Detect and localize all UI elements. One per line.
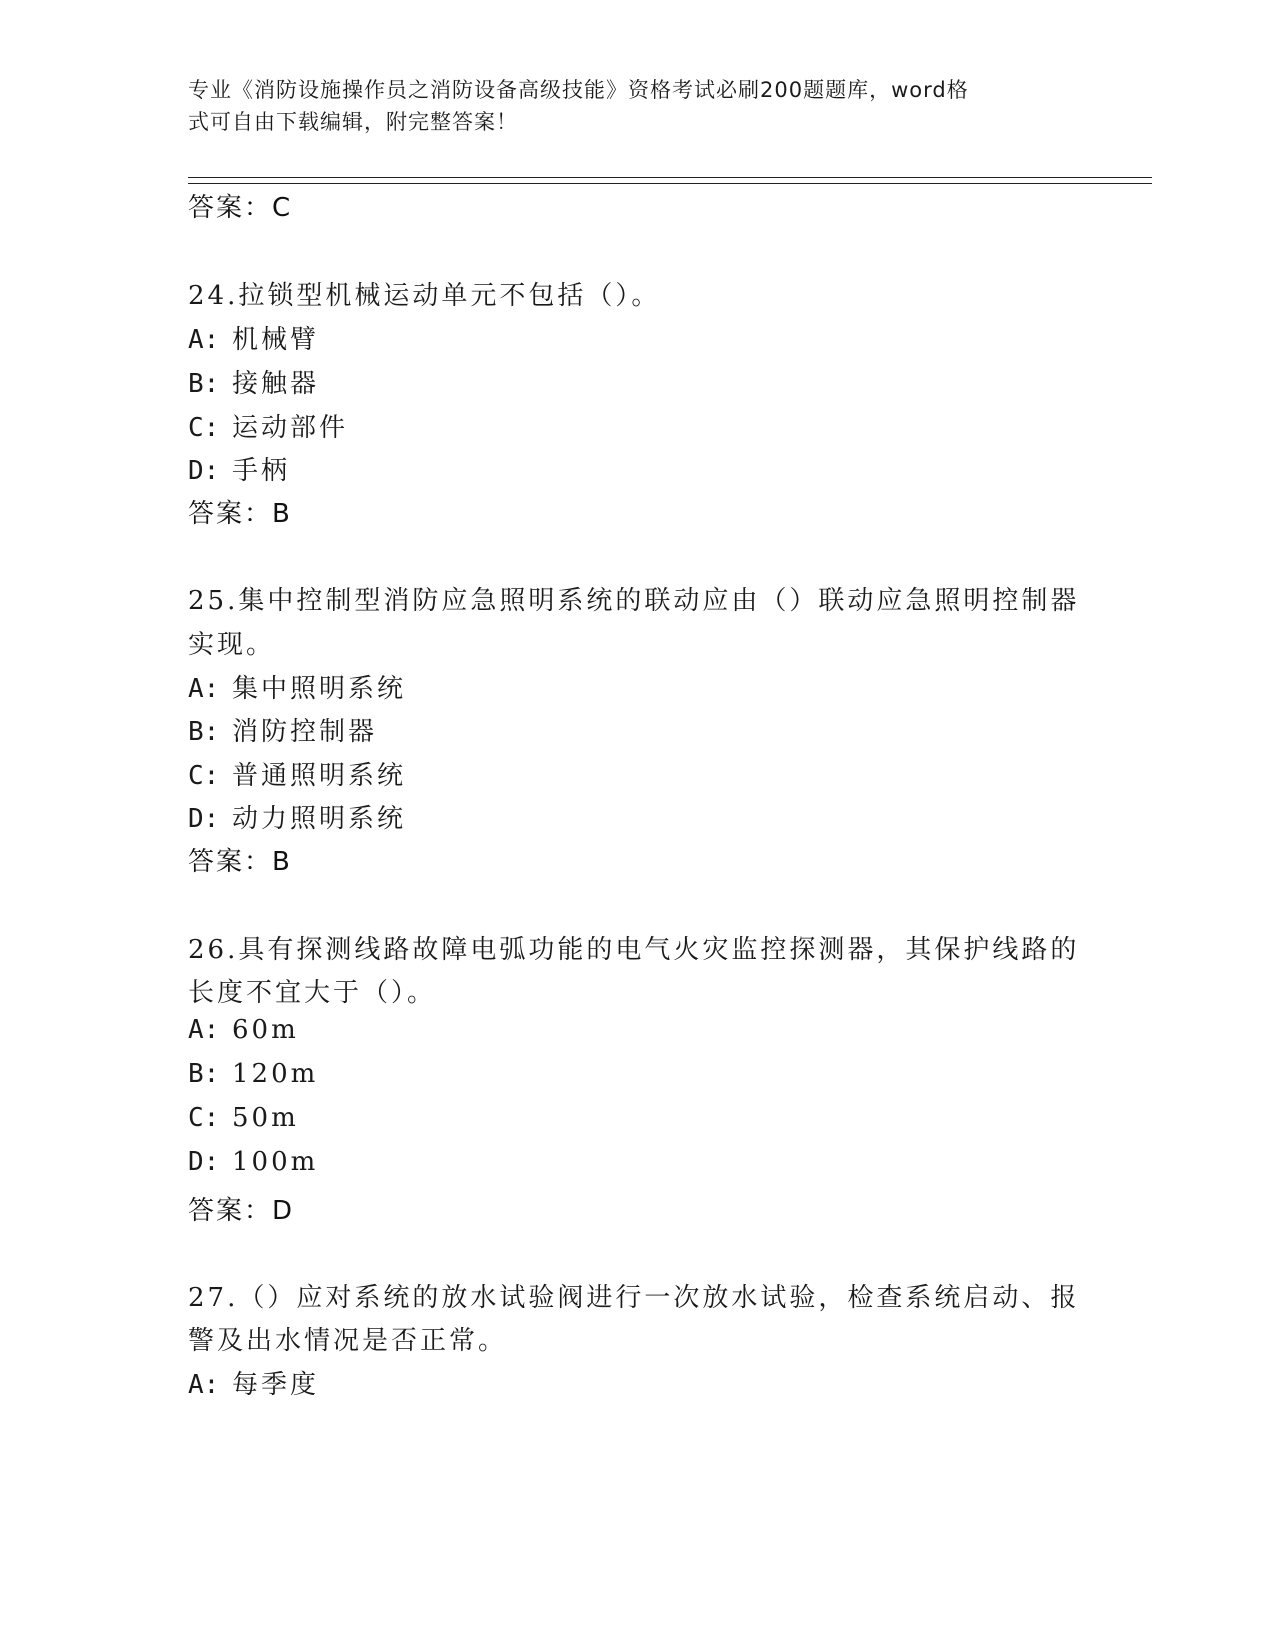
question-26-stem-line-1: 26.具有探测线路故障电弧功能的电气火灾监控探测器，其保护线路的: [188, 935, 1080, 965]
option-text: 运动部件: [232, 413, 349, 443]
question-24-option-b: [188, 363, 319, 400]
option-key: D:: [188, 1147, 220, 1177]
option-text: 60m: [232, 1015, 299, 1045]
header-divider-bottom: [188, 183, 1152, 184]
question-25-option-d: [188, 798, 406, 835]
option-text: 手柄: [232, 456, 291, 486]
question-26-option-c: [188, 1103, 299, 1133]
question-24-stem: 24.拉锁型机械运动单元不包括（）。: [188, 281, 661, 311]
option-text: 普通照明系统: [232, 761, 407, 791]
question-25-option-b: [188, 711, 377, 748]
option-key: A:: [188, 325, 220, 355]
option-text: 机械臂: [232, 325, 320, 355]
option-text: 消防控制器: [232, 717, 378, 747]
question-24-option-a: [188, 319, 319, 356]
header-divider-top: [188, 177, 1152, 178]
option-text: 每季度: [232, 1370, 320, 1400]
header-line-1: 专业《消防设施操作员之消防设备高级技能》资格考试必刷200题题库，word格: [188, 78, 969, 102]
question-24-answer: 答案：B: [188, 499, 292, 529]
option-text: 100m: [232, 1147, 319, 1177]
question-26-stem-line-2: 长度不宜大于（）。: [188, 978, 437, 1008]
question-27-option-a: [188, 1364, 319, 1401]
option-key: A:: [188, 1370, 220, 1400]
question-27-stem-line-2: 警及出水情况是否正常。: [188, 1326, 508, 1356]
answer-previous: 答案：C: [188, 193, 293, 223]
option-key: C:: [188, 761, 220, 791]
option-text: 120m: [232, 1059, 319, 1089]
question-26-option-d: [188, 1147, 318, 1177]
question-25-answer: 答案：B: [188, 847, 292, 877]
option-key: C:: [188, 413, 220, 443]
option-text: 接触器: [232, 369, 320, 399]
option-key: C:: [188, 1103, 220, 1133]
option-text: 集中照明系统: [232, 674, 407, 704]
question-25-stem-line-1: 25.集中控制型消防应急照明系统的联动应由（）联动应急照明控制器: [188, 586, 1080, 616]
option-key: A:: [188, 674, 220, 704]
option-key: B:: [188, 369, 220, 399]
option-key: A:: [188, 1015, 220, 1045]
document-header: [188, 74, 1068, 138]
question-27-stem-line-1: 27.（）应对系统的放水试验阀进行一次放水试验，检查系统启动、报: [188, 1283, 1080, 1313]
question-26-answer: 答案：D: [188, 1196, 295, 1226]
header-line-2: 式可自由下载编辑，附完整答案！: [188, 110, 518, 134]
option-text: 50m: [232, 1103, 299, 1133]
option-key: D:: [188, 804, 220, 834]
option-key: B:: [188, 1059, 220, 1089]
option-text: 动力照明系统: [232, 804, 407, 834]
question-26-option-a: [188, 1015, 299, 1045]
question-25-option-c: [188, 755, 406, 792]
question-25-option-a: [188, 668, 406, 705]
question-26-option-b: [188, 1059, 318, 1089]
option-key: D:: [188, 456, 220, 486]
question-24-option-c: [188, 407, 348, 444]
option-key: B:: [188, 717, 220, 747]
question-25-stem-line-2: 实现。: [188, 630, 276, 660]
question-24-option-d: [188, 450, 290, 487]
